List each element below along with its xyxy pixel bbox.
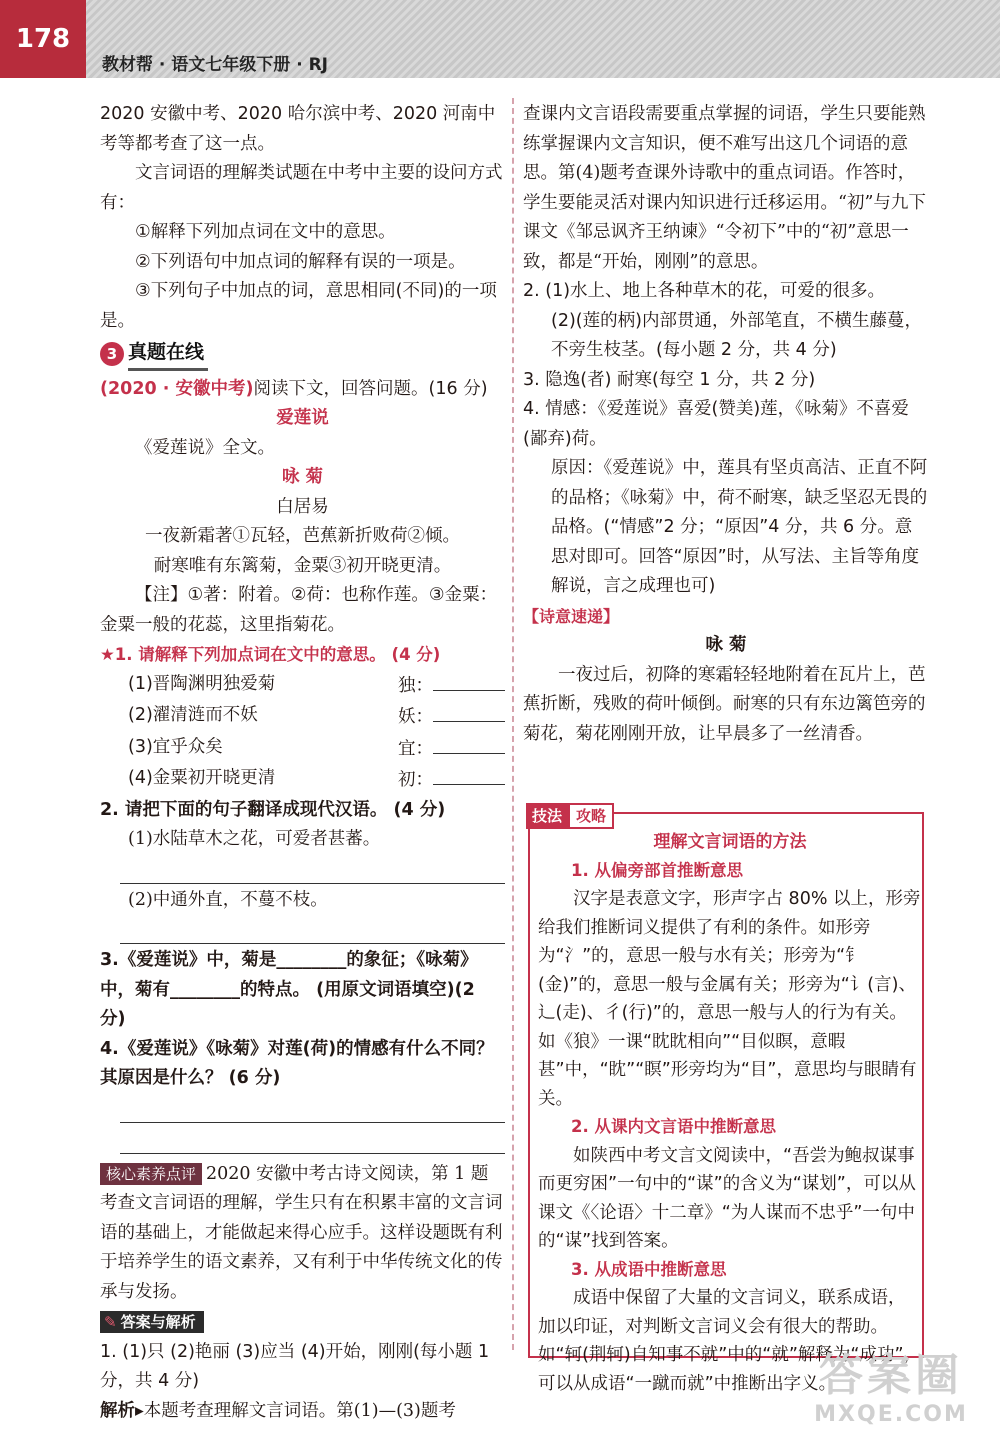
- tech-label: [526, 803, 614, 829]
- q1-word: 妖：: [398, 707, 433, 727]
- core-tag: 核心素养点评: [100, 1163, 202, 1185]
- pen-icon: ✎: [104, 1313, 117, 1331]
- tech-sub: 2. 从课内文言语中推断意思: [571, 1117, 776, 1136]
- core-comment: [100, 1160, 505, 1308]
- answer-3: 3. 隐逸(者) 耐寒(每空 1 分，共 2 分): [523, 369, 816, 390]
- answer-1: 1. (1)只 (2)艳丽 (3)应当 (4)开始，刚刚(每小题 1 分，共 4 分): [100, 1341, 490, 1391]
- q1-sentence: (3)宜乎众矣: [128, 736, 223, 757]
- analysis-start: 本题考查理解文言词语。第(1)—(3)题考: [143, 1400, 456, 1421]
- answer-line[interactable]: [120, 855, 505, 884]
- answer-4: 4. 情感：《爱莲说》喜爱(赞美)莲，《咏菊》不喜爱(鄙弃)荷。: [523, 399, 909, 449]
- text1-title: 爱莲说: [276, 408, 329, 428]
- tech-title: 理解文言词语的方法: [653, 832, 807, 852]
- analysis-cont: 查课内文言语段需要重点掌握的词语，学生只要能熟练掌握课内文言知识，便不难写出这几个词语的意思。第(4)题考查课外诗歌中的重点词语。作答时，学生要能灵活对课内知识进行迁移运用。“初”与九下课文《邹忌讽齐王纳谏》“令初下”中的“初”意思一致，都是“开始，刚刚”的意思。: [523, 104, 926, 272]
- tech-label-1: 技法: [526, 803, 568, 829]
- intro-line: 2020 安徽中考、2020 哈尔滨中考、2020 河南中考等都考查了这一点。: [100, 104, 496, 154]
- tech-sub: 1. 从偏旁部首推断意思: [571, 860, 743, 880]
- q1-item: [100, 670, 505, 702]
- q2-sentence: (1)水陆草木之花，可爱者甚蕃。: [128, 829, 381, 849]
- answer-blank[interactable]: [433, 670, 505, 691]
- q1-item: [100, 733, 505, 765]
- tech-paragraph: 汉字是表意文字，形声字占 80% 以上，形旁给我们推断词义提供了有利的条件。如形旁为“氵”的，意思一般与水有关；形旁为“钅(金)”的，意思一般与金属有关；形旁为“讠(言)、辶(走)、彳(行)”的，意思一般与人的行为有关。如《狼》一课“眈眈相向”“目似瞑，意暇甚”中，“眈”“瞑”形旁均为“目”，意思均与眼睛有关。: [538, 889, 921, 1109]
- text2-title: 咏 菊: [281, 467, 324, 487]
- intro-line: ①解释下列加点词在文中的意思。: [135, 222, 396, 242]
- intro-line: ②下列语句中加点词的解释有误的一项是。: [135, 251, 466, 272]
- answer-4-reason: 原因：《爱莲说》中，莲具有坚贞高洁、正直不阿的品格；《咏菊》中，荷不耐寒，缺乏坚忍无畏的品格。(“情感”2 分；“原因”4 分，共 6 分。意思对即可。回答“原因”时，从写法、主旨等角度解说，言之成理也可): [551, 458, 928, 596]
- poem-tag: 【诗意速递】: [523, 606, 620, 626]
- poem-line: 耐寒唯有东篱菊，金粟③初开晓更清。: [153, 555, 452, 576]
- right-column: [523, 100, 929, 749]
- q1-sentence: (1)晋陶渊明独爱菊: [128, 673, 276, 694]
- tech-paragraph: 如陕西中考文言文阅读中，“吾尝为鲍叔谋事而更穷困”一句中的“谋”的含义为“谋划”，可以从课文《〈论语〉十二章》“为人谋而不忠乎”一句中的“谋”找到答案。: [538, 1145, 916, 1251]
- question-4: 4.《爱莲说》《咏菊》对莲(荷)的情感有什么不同？ 其原因是什么？ (6 分): [100, 1038, 494, 1088]
- text2-author: 白居易: [276, 496, 329, 517]
- answer-tag-label: 答案与解析: [120, 1313, 196, 1331]
- q1-word: 初：: [398, 770, 433, 790]
- exam-prompt: 阅读下文，回答问题。(16 分): [253, 378, 488, 399]
- intro-line: 文言词语的理解类试题在中考中主要的设问方式有：: [100, 163, 503, 213]
- column-divider: [512, 98, 514, 1350]
- q1-item: [100, 764, 505, 796]
- tech-paragraph: 成语中保留了大量的文言词义，联系成语，加以印证，对判断文言词义会有很大的帮助。如“轲(荆轲)自知事不就”中的“就”解释为“成功”，可以从成语“一蹴而就”中推断出字义。: [538, 1288, 922, 1394]
- poem-translation: 一夜过后，初降的寒霜轻轻地附着在瓦片上，芭蕉折断，残败的荷叶倾倒。耐寒的只有东边篱笆旁的菊花，菊花刚刚开放，让早晨多了一丝清香。: [523, 664, 926, 744]
- answer-tag: [100, 1311, 204, 1333]
- watermark: [800, 1350, 982, 1436]
- poem-title: 咏 菊: [705, 635, 747, 655]
- answer-blank[interactable]: [433, 733, 505, 754]
- section-number: 3: [100, 342, 124, 366]
- q1-item: [100, 701, 505, 733]
- book-title: 教材帮 · 语文七年级下册 · RJ: [102, 55, 329, 75]
- answer-2-1: 2. (1)水上、地上各种草木的花，可爱的很多。: [523, 281, 886, 301]
- tech-sub: 3. 从成语中推断意思: [571, 1259, 727, 1279]
- answer-line[interactable]: [120, 915, 505, 944]
- q1-word: 宜：: [398, 738, 433, 759]
- section-heading: [100, 338, 505, 371]
- analysis: [100, 1397, 505, 1427]
- poem-line: 一夜新霜著①瓦轻，芭蕉新折败荷②倾。: [145, 526, 460, 546]
- page-number: 178: [0, 0, 86, 78]
- answer-line[interactable]: [120, 1125, 505, 1154]
- answer-2-2: (2)(莲的柄)内部贯通，外部笔直，不横生藤蔓，不旁生枝茎。(每小题 2 分，共 4 分): [551, 310, 922, 360]
- answer-blank[interactable]: [433, 764, 505, 785]
- question-3: 3.《爱莲说》中，菊是________的象征；《咏菊》中，菊有________的特点。 (用原文词语填空)(2 分): [100, 950, 478, 1029]
- analysis-label: 解析▸: [100, 1400, 144, 1421]
- question-1: ★1. 请解释下列加点词在文中的意思。 (4 分): [100, 645, 441, 664]
- q1-word: 独：: [398, 675, 433, 696]
- watermark-url: MXQE.COM: [814, 1402, 968, 1427]
- note: 【注】①著：附着。②荷：也称作莲。③金粟：金粟一般的花蕊，这里指菊花。: [100, 585, 498, 635]
- core-text: 2020 安徽中考古诗文阅读，第 1 题考查文言词语的理解，学生只有在积累丰富的文言词语的基础上，才能做起来得心应手。这样设题既有利于培养学生的语文素养，又有利于中华传统文化的传承与发扬。: [100, 1163, 503, 1302]
- q1-sentence: (4)金粟初开晓更清: [128, 768, 276, 788]
- answer-blank[interactable]: [433, 701, 505, 722]
- section-title: 真题在线: [128, 338, 208, 371]
- answer-line[interactable]: [120, 1094, 505, 1123]
- tech-label-2: 攻略: [568, 803, 614, 829]
- question-2: 2. 请把下面的句子翻译成现代汉语。 (4 分): [100, 799, 446, 820]
- exam-intro: [100, 375, 505, 405]
- tech-content: [538, 828, 922, 1398]
- intro-line: ③下列句子中加点的词，意思相同(不同)的一项是。: [100, 281, 497, 331]
- watermark-text: 答案圈: [819, 1350, 963, 1401]
- text1-body: 《爱莲说》全文。: [135, 437, 275, 458]
- exam-source: (2020 · 安徽中考): [100, 378, 254, 399]
- q1-sentence: (2)濯清涟而不妖: [128, 705, 258, 725]
- left-column: [100, 100, 505, 1426]
- q2-sentence: (2)中通外直，不蔓不枝。: [128, 889, 328, 910]
